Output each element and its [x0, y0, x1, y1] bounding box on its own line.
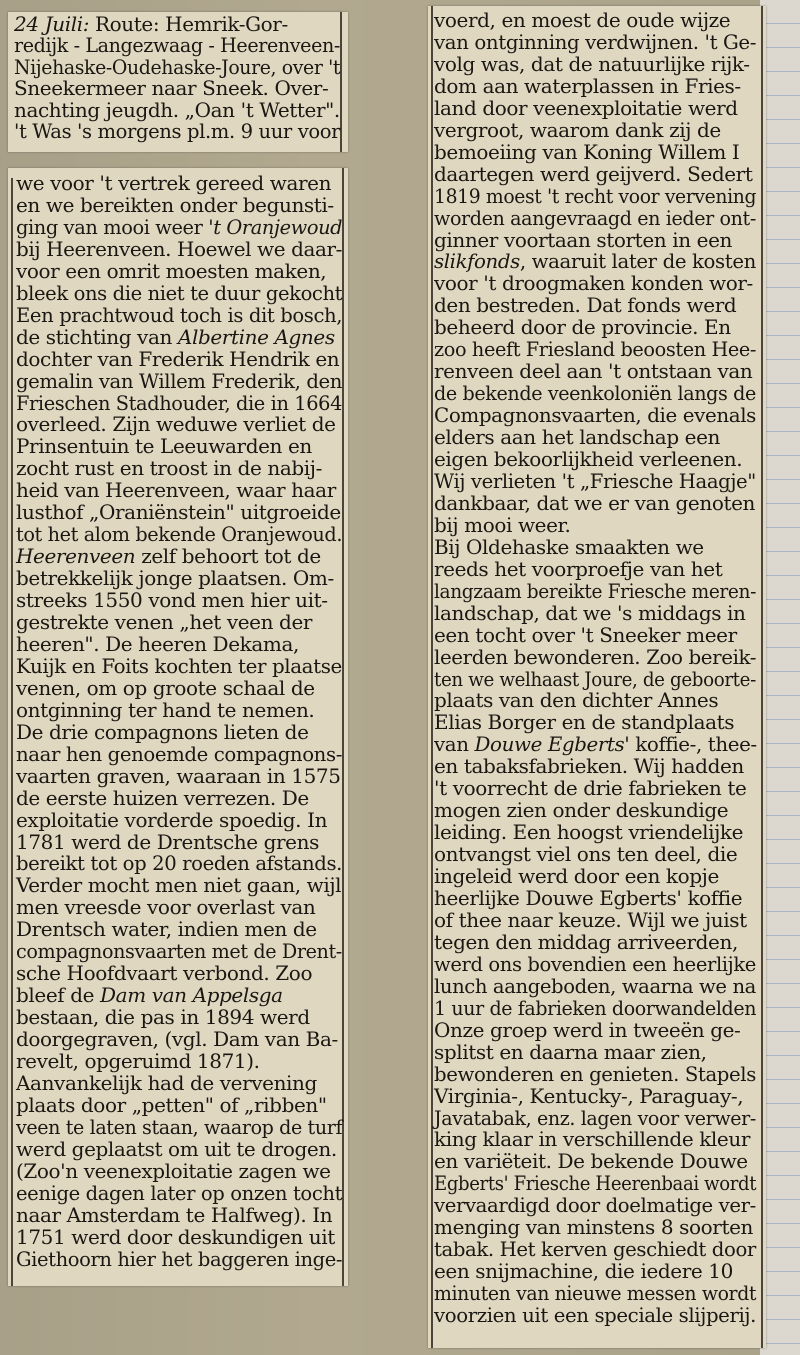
text-line: [434, 359, 753, 384]
text-line: [16, 500, 341, 525]
text-line: [16, 1158, 331, 1183]
text-line: [434, 578, 756, 603]
text-run: werd geplaatst om uit te drogen.: [16, 1136, 337, 1161]
text-line: [434, 995, 757, 1020]
italic-text: Heerenveen: [16, 544, 136, 569]
text-run: Route: Hemrik-Gor-: [89, 12, 288, 36]
text-run: plaats van den dichter Annes: [434, 688, 719, 713]
text-run: veen te laten staan, waarop de turf: [16, 1114, 343, 1139]
text-run: zocht rust en troost in de nabij-: [16, 456, 322, 481]
text-run: heeren". De heeren Dekama,: [16, 631, 299, 656]
text-run: overleed. Zijn weduwe verliet de: [16, 412, 336, 437]
text-line: [16, 280, 343, 305]
text-run: bereikt tot op 20 roeden afstands.: [16, 851, 343, 876]
text-run: ten we welhaast Joure, de geboorte-: [434, 666, 756, 691]
text-line: [434, 754, 744, 779]
text-line: [434, 271, 753, 296]
text-run: Kuijk en Foits kochten ter plaatse: [16, 653, 342, 678]
text-line: [434, 1017, 741, 1042]
text-line: [16, 917, 317, 942]
text-line: [434, 1281, 757, 1306]
text-line: [434, 600, 746, 625]
text-line: [16, 390, 343, 415]
clipping-column-left: [8, 168, 348, 1286]
text-run: , waaruit later de kosten: [519, 249, 756, 274]
text-run: 1 uur de fabrieken doorwandelden: [434, 995, 757, 1020]
text-line: [434, 732, 757, 757]
text-line: [434, 29, 757, 54]
text-line: [16, 1246, 343, 1271]
text-line: [434, 907, 747, 932]
text-run: bij Heerenveen. Hoewel we daar-: [16, 236, 342, 261]
text-run: splitst en daarna maar zien,: [434, 1039, 707, 1064]
text-run: 1781 werd de Drentsche grens: [16, 829, 319, 854]
text-run: betrekkelijk jonge plaatsen. Om-: [16, 566, 334, 591]
text-run: gemalin van Willem Frederik, den: [16, 368, 343, 393]
text-run: sche Hoofdvaart verbond. Zoo: [16, 961, 313, 986]
text-run: vervaardigd door doelmatige ver-: [434, 1193, 756, 1218]
text-line: [16, 1180, 343, 1205]
italic-text: slikfonds: [434, 249, 520, 274]
clipping-header: [8, 12, 348, 152]
text-line: [434, 73, 741, 98]
text-line: [16, 478, 336, 503]
text-line: [16, 612, 312, 632]
text-run: tegen den middag arriveerden,: [434, 929, 738, 954]
text-run: worden aangevraagd en ieder ont-: [434, 205, 756, 230]
text-run: eenige dagen later op onzen tocht: [16, 1180, 343, 1205]
column-rule: [11, 178, 13, 1286]
text-line: [434, 139, 740, 164]
text-run: volg was, dat de natuurlijke rijk-: [434, 51, 750, 76]
text-run: renveen deel aan 't ontstaan van: [434, 359, 753, 384]
text-line: [14, 33, 340, 58]
text-run: voorzien uit een speciale slijperij.: [434, 1303, 756, 1328]
column-rule: [761, 6, 763, 1348]
text-line: [16, 346, 340, 371]
text-run: king klaar in verschillende kleur: [434, 1127, 751, 1152]
text-line: [434, 1149, 748, 1174]
text-line: [16, 851, 343, 876]
text-line: [434, 864, 719, 889]
text-run: leiding. Een hoogst vriendelijke: [434, 820, 744, 845]
text-line: [16, 1027, 338, 1052]
text-run: Javatabak, enz. lagen voor verwer-: [434, 1105, 756, 1130]
text-run: dankbaar, dat we er van genoten: [434, 490, 756, 515]
text-run: naar Amsterdam te Halfweg). In: [16, 1202, 333, 1227]
text-line: [434, 951, 756, 976]
text-line: [434, 1237, 756, 1262]
text-line: [434, 161, 753, 186]
text-run: heid van Heerenveen, waar haar: [16, 478, 336, 503]
text-line: [16, 653, 342, 678]
text-run: leerden bewonderen. Zoo bereik-: [434, 644, 757, 669]
italic-text: Dam van Appelsga: [100, 983, 283, 1008]
text-line: [16, 807, 328, 832]
text-run: revelt, opgeruimd 1871).: [16, 1049, 260, 1073]
text-run: 't voorrecht de drie fabrieken te: [434, 776, 747, 801]
text-run: bleek ons die niet te duur gekocht: [16, 280, 343, 305]
text-line: [16, 1070, 317, 1095]
text-line: [434, 556, 723, 581]
text-line: [434, 449, 742, 469]
text-line: [16, 302, 343, 327]
text-run: de stichting van: [16, 324, 178, 349]
text-run: men vreesde voor overlast van: [16, 895, 316, 920]
text-line: [16, 697, 315, 722]
text-run: ingeleid werd door een kopje: [434, 864, 719, 889]
text-line: [434, 820, 744, 845]
text-run: Compagnonsvaarten, die evenals: [434, 403, 756, 428]
text-line: [16, 192, 334, 217]
text-run: Wij verlieten 't „Friesche Haagje": [434, 468, 756, 493]
text-run: ging van mooi weer: [16, 214, 209, 239]
text-run: Aanvankelijk had de vervening: [16, 1070, 317, 1095]
text-run: de bekende veenkoloniën langs de: [434, 381, 756, 406]
text-line: [16, 961, 313, 986]
text-line: [16, 522, 343, 547]
text-run: Elias Borger en de standplaats: [434, 710, 735, 735]
text-run: bewonderen en genieten. Stapels: [434, 1061, 756, 1086]
text-line: [16, 456, 322, 481]
text-line: [434, 798, 729, 823]
text-line: [14, 54, 341, 79]
column-rule: [340, 12, 342, 152]
text-line: [434, 227, 732, 252]
text-run: koffie-, thee-: [629, 732, 757, 757]
text-run: lunch aangeboden, waarna we na: [434, 973, 756, 998]
text-run: gestrekte venen „het veen der: [16, 610, 313, 634]
text-line: [434, 490, 756, 515]
text-line: [434, 381, 756, 406]
text-run: menging van minstens 8 soorten: [434, 1215, 754, 1240]
text-run: Egberts' Friesche Heerenbaai wordt: [434, 1171, 757, 1196]
italic-text: 24 Juili:: [14, 12, 90, 36]
text-run: Drentsch water, indien men de: [16, 917, 317, 942]
text-line: [434, 973, 756, 998]
text-line: [434, 403, 756, 428]
text-line: [434, 468, 756, 493]
text-line: [434, 534, 704, 559]
text-line: [434, 710, 735, 735]
text-line: [434, 644, 757, 669]
text-run: Frieschen Stadhouder, die in 1664: [16, 390, 343, 415]
text-run: bleef de: [16, 983, 101, 1008]
text-run: 1819 moest 't recht voor vervening: [434, 183, 757, 208]
text-line: [16, 412, 336, 437]
text-line: [434, 425, 721, 450]
text-run: heerlijke Douwe Egberts' koffie: [434, 886, 743, 910]
text-line: [434, 10, 730, 30]
text-line: [434, 205, 756, 230]
text-run: elders aan het landschap een: [434, 425, 721, 450]
text-run: land door veenexploitatie werd: [434, 95, 738, 120]
text-line: [16, 1051, 260, 1071]
text-run: zelf behoort tot de: [135, 544, 321, 569]
text-line: [434, 888, 742, 908]
ruled-paper-edge: [760, 0, 800, 1355]
text-run: den bestreden. Dat fonds werd: [434, 293, 737, 318]
text-line: [434, 512, 571, 537]
text-run: werd ons bovendien een heerlijke: [434, 951, 756, 976]
text-line: [14, 97, 340, 122]
text-run: naar hen genoemde compagnons-: [16, 741, 342, 766]
text-line: [16, 763, 341, 788]
text-line: [434, 929, 738, 954]
text-run: Giethoorn hier het baggeren inge-: [16, 1246, 343, 1271]
text-line: [16, 173, 331, 193]
text-run: Een prachtwoud toch is dit bosch,: [16, 302, 343, 327]
text-run: voor 't droogmaken konden wor-: [434, 271, 753, 296]
text-run: we voor 't vertrek gereed waren: [16, 171, 332, 195]
italic-text: Albertine Agnes: [177, 324, 335, 349]
text-run: de eerste huizen verrezen. De: [16, 785, 309, 810]
text-run: dom aan waterplassen in Fries-: [434, 73, 741, 98]
text-run: reeds het voorproefje van het: [434, 556, 723, 581]
column-rule: [342, 168, 344, 1286]
text-run: streeks 1550 vond men hier uit-: [16, 588, 328, 613]
text-run: voor een omrit moesten maken,: [16, 258, 327, 283]
text-line: [16, 631, 299, 656]
text-run: ontginning ter hand te nemen.: [16, 697, 315, 722]
text-line: [434, 1105, 756, 1130]
text-line: [434, 183, 757, 208]
text-run: daartegen werd geijverd. Sedert: [434, 161, 753, 186]
text-run: beheerd door de provincie. En: [434, 315, 731, 340]
text-line: [14, 76, 329, 101]
italic-text: 't Oranjewoud: [208, 214, 343, 239]
text-line: [16, 588, 328, 613]
text-line: [434, 1193, 756, 1218]
text-line: [14, 121, 340, 141]
text-run: exploitatie vorderde spoedig. In: [16, 807, 328, 832]
text-line: [16, 1092, 327, 1117]
text-run: compagnonsvaarten met de Drent-: [16, 939, 342, 964]
text-line: [434, 842, 738, 867]
text-line: [16, 785, 309, 810]
text-run: langzaam bereikte Friesche meren-: [434, 578, 756, 603]
text-run: dochter van Frederik Hendrik en: [16, 346, 340, 371]
text-line: [16, 1224, 335, 1249]
text-line: [434, 666, 756, 691]
text-run: een tocht over 't Sneeker meer: [434, 622, 737, 647]
text-line: [16, 434, 312, 459]
text-line: [434, 1303, 756, 1328]
text-line: [434, 315, 731, 340]
text-run: venen, om op groote schaal de: [16, 675, 315, 700]
text-line: [434, 117, 721, 142]
text-line: [16, 1005, 310, 1030]
text-line: [16, 324, 335, 349]
text-run: en variëteit. De bekende Douwe: [434, 1149, 748, 1174]
text-line: [16, 1136, 337, 1161]
text-line: [434, 293, 737, 318]
text-line: [16, 675, 315, 700]
text-line: [16, 741, 342, 766]
text-line: [16, 873, 342, 898]
text-line: [16, 236, 342, 261]
text-line: [16, 719, 309, 744]
text-run: tot het alom bekende Oranjewoud.: [16, 522, 343, 547]
text-run: en tabaksfabrieken. Wij hadden: [434, 754, 744, 779]
text-run: bestaan, die pas in 1894 werd: [16, 1005, 310, 1030]
text-line: [434, 1127, 751, 1152]
text-line: [434, 1083, 744, 1108]
text-run: vergroot, waarom dank zij de: [434, 117, 721, 142]
text-run: vaarten graven, waaraan in 1575: [16, 763, 341, 788]
text-run: of thee naar keuze. Wijl we juist: [434, 907, 747, 932]
text-run: redijk - Langezwaag - Heerenveen-: [14, 33, 340, 58]
text-line: [434, 95, 738, 120]
text-run: Bij Oldehaske smaakten we: [434, 534, 704, 559]
text-run: bemoeiing van Koning Willem I: [434, 139, 740, 164]
text-run: mogen zien onder deskundige: [434, 798, 729, 823]
text-line: [16, 983, 283, 1008]
text-line: [434, 622, 737, 647]
text-run: Verder mocht men niet gaan, wijl: [16, 873, 342, 898]
text-run: en we bereikten onder begunsti-: [16, 192, 334, 217]
text-line: [434, 776, 747, 801]
text-line: [16, 1114, 343, 1139]
text-line: [434, 249, 756, 274]
text-line: [16, 214, 343, 239]
text-run: plaats door „petten" of „ribben": [16, 1092, 327, 1117]
text-line: [434, 51, 750, 76]
text-run: een snijmachine, die iedere 10: [434, 1259, 733, 1284]
text-run: (Zoo'n veenexploitatie zagen we: [16, 1158, 331, 1183]
text-run: van ontginning verdwijnen. 't Ge-: [434, 29, 757, 54]
text-line: [16, 258, 327, 283]
column-rule: [431, 6, 433, 1348]
text-run: nachting jeugdh. „Oan 't Wetter".: [14, 97, 340, 122]
text-run: bij mooi weer.: [434, 512, 571, 537]
text-run: doorgegraven, (vgl. Dam van Ba-: [16, 1027, 338, 1052]
text-line: [434, 1171, 757, 1196]
text-run: lusthof „Oraniënstein" uitgroeide: [16, 500, 341, 525]
text-line: [16, 829, 319, 854]
text-run: Onze groep werd in tweeën ge-: [434, 1017, 741, 1042]
clipping-column-right: [428, 6, 766, 1348]
text-run: tabak. Het kerven geschiedt door: [434, 1237, 756, 1262]
text-run: Prinsentuin te Leeuwarden en: [16, 434, 312, 459]
text-run: 't Was 's morgens pl.m. 9 uur voor: [14, 119, 341, 143]
text-line: [16, 368, 343, 393]
text-run: voerd, en moest de oude wijze: [434, 8, 731, 32]
text-line: [16, 1202, 333, 1227]
text-line: [434, 688, 719, 713]
text-line: [434, 1061, 756, 1086]
text-line: [16, 566, 334, 591]
text-line: [16, 939, 342, 964]
text-run: 1751 werd door deskundigen uit: [16, 1224, 335, 1249]
text-run: eigen bekoorlijkheid verleenen.: [434, 447, 743, 471]
text-run: ontvangst viel ons ten deel, die: [434, 842, 738, 867]
text-run: landschap, dat we 's middags in: [434, 600, 746, 625]
text-line: [434, 1215, 754, 1240]
text-run: ginner voortaan storten in een: [434, 227, 732, 252]
text-run: zoo heeft Friesland beoosten Hee-: [434, 337, 757, 362]
text-line: [434, 1039, 707, 1064]
text-run: van: [434, 732, 475, 757]
text-run: Nijehaske-Oudehaske-Joure, over 't: [14, 54, 341, 79]
text-line: [434, 337, 757, 362]
text-line: [16, 544, 321, 569]
text-line: [14, 14, 288, 34]
text-line: [434, 1259, 733, 1284]
text-run: Virginia-, Kentucky-, Paraguay-,: [434, 1083, 744, 1108]
text-run: minuten van nieuwe messen wordt: [434, 1281, 757, 1306]
text-run: De drie compagnons lieten de: [16, 719, 309, 744]
text-run: Sneekermeer naar Sneek. Over-: [14, 76, 329, 101]
text-line: [16, 895, 316, 920]
italic-text: Douwe Egberts': [474, 732, 630, 757]
